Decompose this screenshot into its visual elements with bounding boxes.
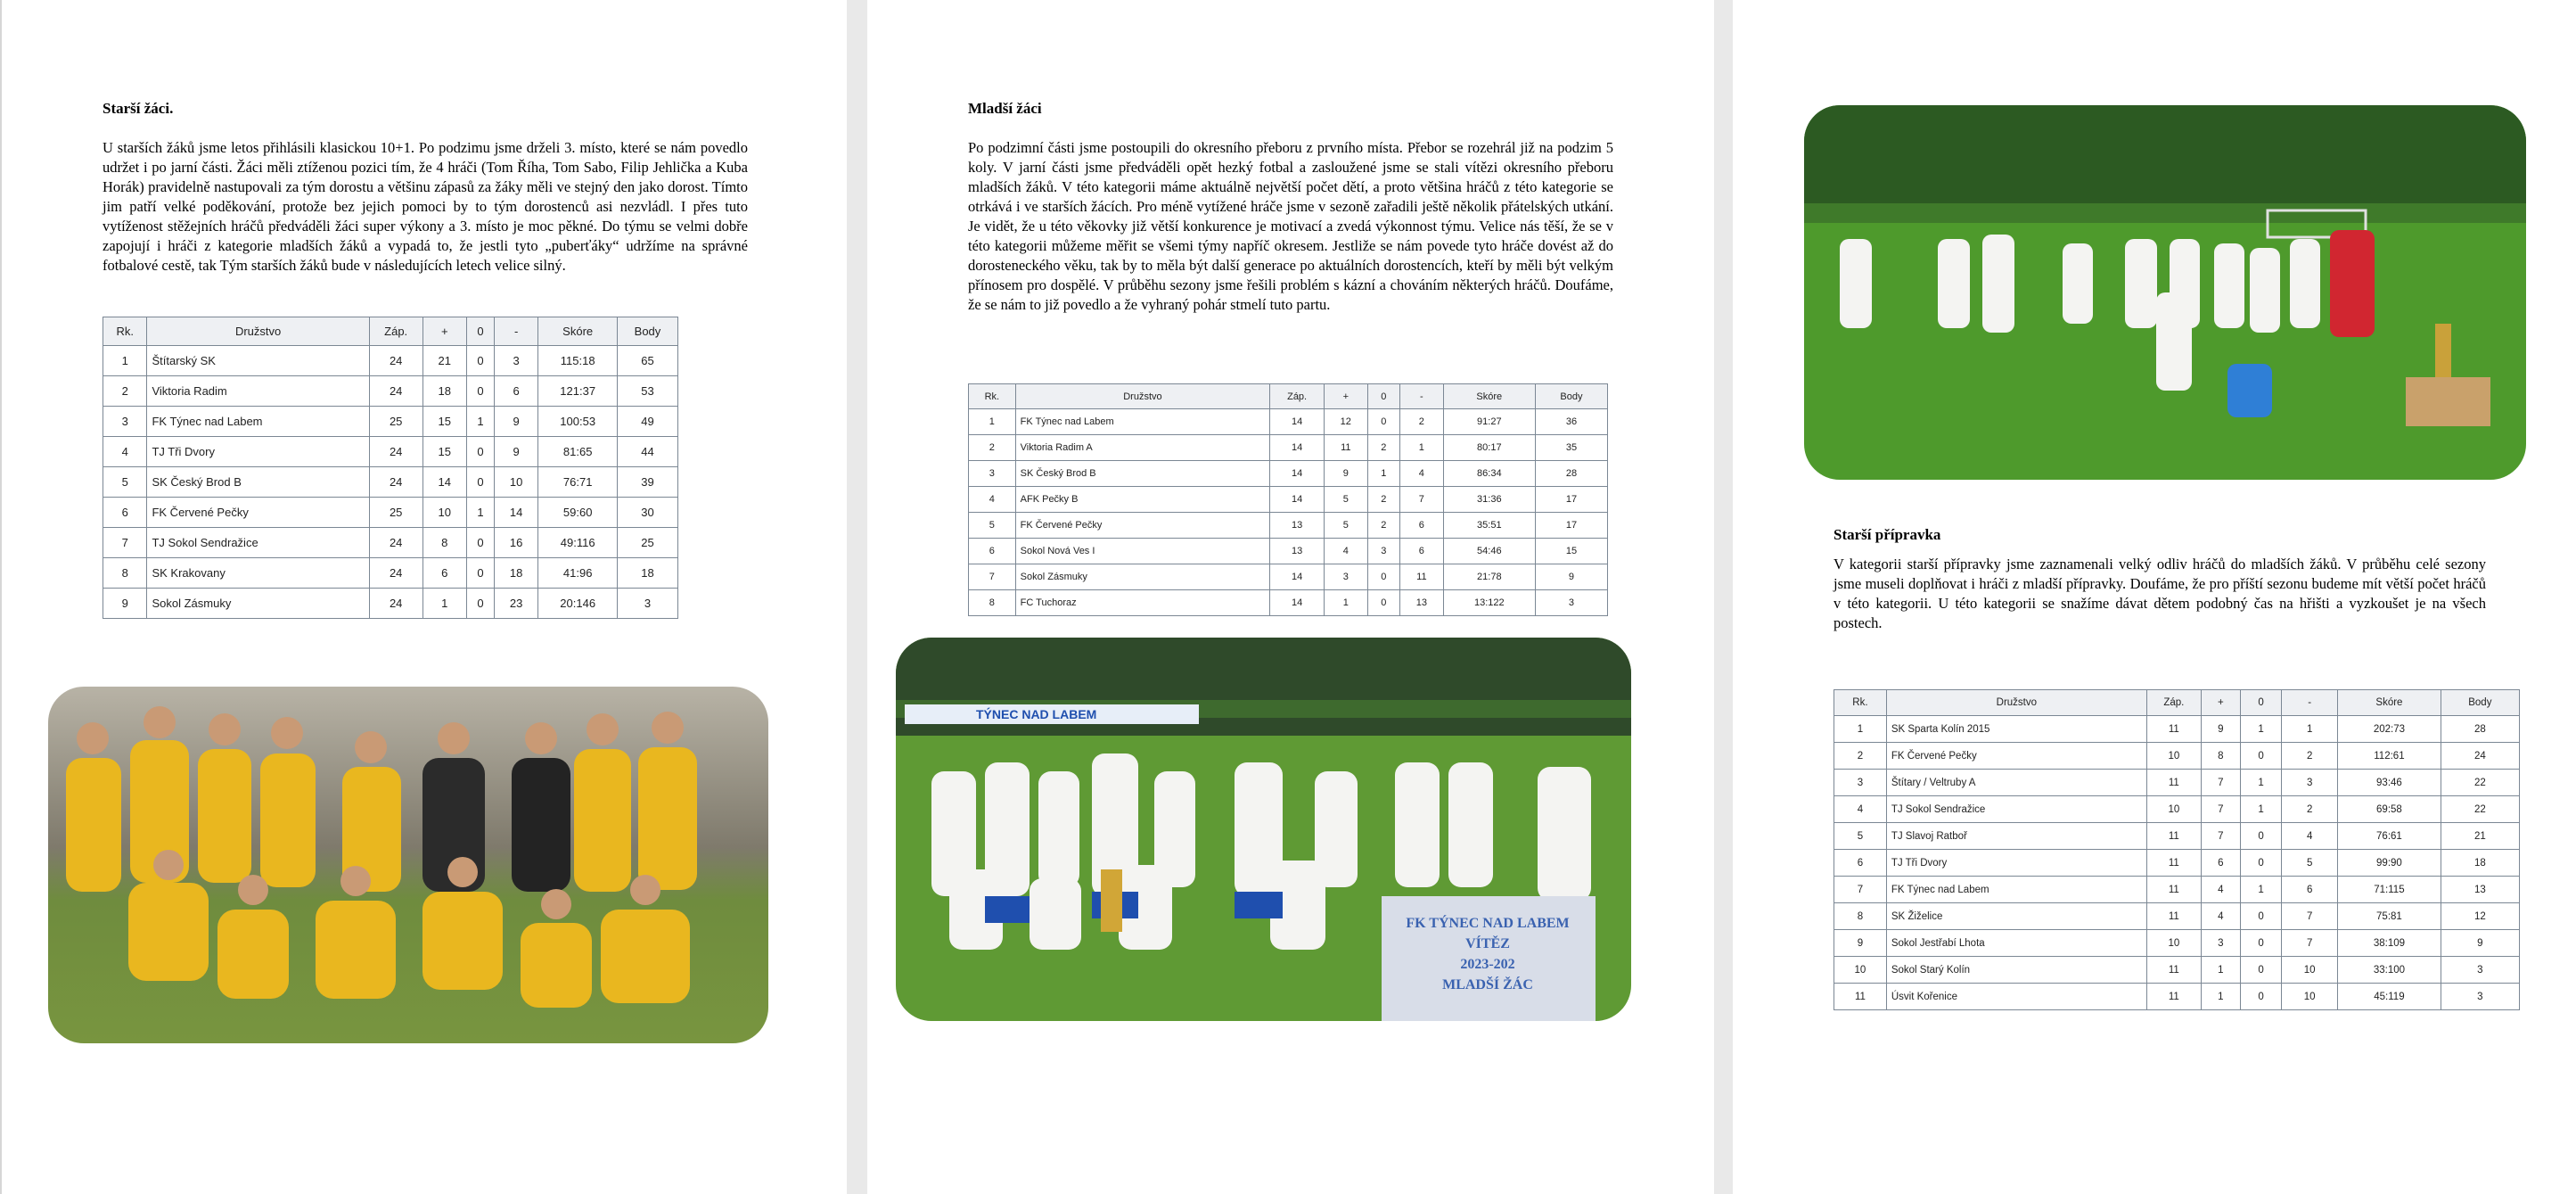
table-cell: 100:53 <box>538 407 618 437</box>
table-header-cell: + <box>2201 690 2240 716</box>
team-name-cell: FK Červené Pečky <box>1015 513 1270 539</box>
table-header-cell: 0 <box>467 317 495 346</box>
table-cell: 38:109 <box>2338 930 2441 957</box>
photo-banner: TÝNEC NAD LABEM <box>976 707 1097 721</box>
table-cell: 35:51 <box>1443 513 1535 539</box>
table-cell: 25 <box>369 407 422 437</box>
table-cell: 12 <box>2441 903 2519 930</box>
team-photo-mladsi-zaci <box>896 638 1631 1021</box>
table-cell: 7 <box>1834 877 1887 903</box>
table-cell: 14 <box>1270 461 1325 487</box>
table-cell: 21 <box>422 346 466 376</box>
team-name-cell: Viktoria Radim A <box>1015 435 1270 461</box>
table-cell: 5 <box>1834 823 1887 850</box>
table-cell: 1 <box>2240 796 2281 823</box>
table-cell: 25 <box>617 528 677 558</box>
table-cell: 9 <box>2441 930 2519 957</box>
table-cell: 121:37 <box>538 376 618 407</box>
team-name-cell: FK Červené Pečky <box>147 498 369 528</box>
team-name-cell: FC Tuchoraz <box>1015 590 1270 616</box>
table-cell: 11 <box>2146 903 2201 930</box>
table-cell: 3 <box>969 461 1016 487</box>
table-cell: 20:146 <box>538 589 618 619</box>
table-cell: 0 <box>1367 590 1399 616</box>
table-cell: 2 <box>103 376 147 407</box>
team-name-cell: SK Krakovany <box>147 558 369 589</box>
team-name-cell: SK Žiželice <box>1886 903 2146 930</box>
table-row <box>969 435 1608 461</box>
team-name-cell: Viktoria Radim <box>147 376 369 407</box>
table-cell: 7 <box>969 564 1016 590</box>
table-cell: 99:90 <box>2338 850 2441 877</box>
table-header-cell: Rk. <box>969 384 1016 409</box>
table-cell: 3 <box>1535 590 1607 616</box>
table-cell: 8 <box>103 558 147 589</box>
table-cell: 13 <box>1400 590 1444 616</box>
table-cell: 7 <box>103 528 147 558</box>
standings-table <box>968 383 1608 616</box>
table-cell: 24 <box>369 346 422 376</box>
table-cell: 1 <box>2201 984 2240 1010</box>
table-header-cell: 0 <box>1367 384 1399 409</box>
table-cell: 8 <box>2201 743 2240 770</box>
table-cell: 6 <box>2282 877 2338 903</box>
table-cell: 49 <box>617 407 677 437</box>
table-cell: 13 <box>2441 877 2519 903</box>
table-row <box>1834 957 2520 984</box>
table-cell: 14 <box>1270 590 1325 616</box>
table-cell: 3 <box>1367 539 1399 564</box>
table-cell: 53 <box>617 376 677 407</box>
table-cell: 2 <box>1367 513 1399 539</box>
table-cell: 13 <box>1270 513 1325 539</box>
table-cell: 9 <box>103 589 147 619</box>
table-row <box>969 513 1608 539</box>
table-cell: 24 <box>369 467 422 498</box>
table-cell: 4 <box>1324 539 1367 564</box>
table-cell: 3 <box>617 589 677 619</box>
table-cell: 39 <box>617 467 677 498</box>
table-cell: 1 <box>2240 770 2281 796</box>
table-header-cell: + <box>422 317 466 346</box>
team-name-cell: AFK Pečky B <box>1015 487 1270 513</box>
table-cell: 5 <box>1324 487 1367 513</box>
table-cell: 18 <box>2441 850 2519 877</box>
table-cell: 9 <box>494 437 537 467</box>
table-cell: 1 <box>103 346 147 376</box>
table-header-cell: Záp. <box>2146 690 2201 716</box>
team-name-cell: TJ Slavoj Ratboř <box>1886 823 2146 850</box>
table-cell: 10 <box>422 498 466 528</box>
table-cell: 24 <box>369 376 422 407</box>
table-header-cell: Družstvo <box>147 317 369 346</box>
table-cell: 4 <box>2201 903 2240 930</box>
document-page-2 <box>867 0 1714 1194</box>
table-cell: 15 <box>1535 539 1607 564</box>
table-row <box>1834 903 2520 930</box>
table-cell: 24 <box>369 589 422 619</box>
table-row <box>103 437 678 467</box>
table-cell: 0 <box>2240 850 2281 877</box>
table-cell: 22 <box>2441 770 2519 796</box>
table-cell: 14 <box>1270 564 1325 590</box>
table-cell: 75:81 <box>2338 903 2441 930</box>
table-cell: 10 <box>2146 796 2201 823</box>
table-cell: 24 <box>2441 743 2519 770</box>
table-row <box>1834 770 2520 796</box>
table-header-cell: Záp. <box>1270 384 1325 409</box>
table-row <box>969 409 1608 435</box>
table-cell: 8 <box>969 590 1016 616</box>
section-paragraph: Po podzimní části jsme postoupili do okresního přeboru z prvního místa. Přebor se rozehrál již na podzim 5 koly. V jarní části jsme předváděli opět hezký fotbal a zasloužené jsme se stali vítězi okresního přeboru mladších žáků. V této kategorii máme aktuálně největší počet dětí, a proto většina hráčů z této kategorie se otrkává i ve starších žácích. Pro méně vytížené hráče jsme v sezoně zařadili ještě několik přátelských utkání. Je vidět, že u této věkovky již větší konkurence je motivací a zvedá výkonnost týmu. Velice nás těší, že se v této kategorii můžeme měřit se všemi týmy napříč okresem. Jestliže se nám povede tyto hráče dovést až do dorosteneckého věku, tak by to měla být další generace po aktuálních dorostencích, kteří by měli být velkým přínosem pro dospělé. V průběhu sezony jsme řešili problém s kázní a chováním některých hráčů. Doufáme, že se nám to již povedlo a že vyhraný pohár stmelí tuto partu. <box>968 139 1613 313</box>
table-cell: 11 <box>2146 957 2201 984</box>
table-cell: 0 <box>467 558 495 589</box>
table-header-cell: Skóre <box>538 317 618 346</box>
table-header-cell: Skóre <box>2338 690 2441 716</box>
table-cell: 6 <box>2201 850 2240 877</box>
table-row <box>103 528 678 558</box>
table-cell: 44 <box>617 437 677 467</box>
table-header-cell: Skóre <box>1443 384 1535 409</box>
table-cell: 4 <box>2201 877 2240 903</box>
table-cell: 15 <box>422 437 466 467</box>
table-cell: 31:36 <box>1443 487 1535 513</box>
table-cell: 4 <box>1400 461 1444 487</box>
document-page-3 <box>1733 0 2576 1194</box>
table-cell: 112:61 <box>2338 743 2441 770</box>
table-cell: 3 <box>494 346 537 376</box>
team-photo-starsi-pripravka <box>1804 105 2526 480</box>
table-cell: 5 <box>1324 513 1367 539</box>
table-header-cell: Body <box>1535 384 1607 409</box>
table-cell: 33:100 <box>2338 957 2441 984</box>
table-cell: 9 <box>1535 564 1607 590</box>
table-cell: 18 <box>422 376 466 407</box>
document-page-1 <box>0 0 847 1194</box>
table-header-cell: Rk. <box>1834 690 1887 716</box>
table-cell: 23 <box>494 589 537 619</box>
table-cell: 202:73 <box>2338 716 2441 743</box>
table-cell: 11 <box>2146 850 2201 877</box>
table-header-cell: - <box>494 317 537 346</box>
table-cell: 3 <box>2201 930 2240 957</box>
table-cell: 2 <box>969 435 1016 461</box>
section-paragraph: U starších žáků jsme letos přihlásili klasickou 10+1. Po podzimu jsme drželi 3. místo, které se nám povedlo udržet i po jarní části. Žáci měli ztíženou pozici tím, že 4 hráči (Tom Říha, Tom Sabo, Filip Jehlička a Kuba Horák) pravidelně nastupovali za tým dorostu a většinu zápasů za žáky měli ve stejný den jako dorost. Tímto jim patří velké poděkování, protože bez jejich pomoci by to tým dorostenců asi nezvládl. I přes tuto vytíženost stěžejních hráčů předváděli žáci super výkony a 3. místo je moc pěkné. Do týmu se velmi dobře zapojují i hráči z kategorie mladších žáků a vypadá to, že jestli tyto „puberťáky“ udržíme na správné fotbalové cestě, tak Tým starších žáků bude v následujících letech velice silný. <box>103 139 748 274</box>
table-cell: 22 <box>2441 796 2519 823</box>
table-cell: 4 <box>2282 823 2338 850</box>
table-cell: 6 <box>1400 513 1444 539</box>
table-cell: 76:71 <box>538 467 618 498</box>
table-row <box>1834 984 2520 1010</box>
table-cell: 9 <box>1834 930 1887 957</box>
team-name-cell: TJ Sokol Sendražice <box>147 528 369 558</box>
table-row <box>1834 743 2520 770</box>
table-cell: 1 <box>1834 716 1887 743</box>
table-cell: 11 <box>2146 823 2201 850</box>
table-header-cell: - <box>1400 384 1444 409</box>
table-cell: 1 <box>2240 877 2281 903</box>
section-title-starsi-pripravka: Starší přípravka <box>1834 526 1941 543</box>
team-name-cell: Štítary / Veltruby A <box>1886 770 2146 796</box>
team-name-cell: Sokol Zásmuky <box>147 589 369 619</box>
table-cell: 7 <box>2282 930 2338 957</box>
table-cell: 45:119 <box>2338 984 2441 1010</box>
team-name-cell: Sokol Zásmuky <box>1015 564 1270 590</box>
table-cell: 1 <box>467 498 495 528</box>
table-cell: 3 <box>2441 984 2519 1010</box>
table-row <box>103 407 678 437</box>
table-cell: 17 <box>1535 513 1607 539</box>
table-cell: 11 <box>2146 770 2201 796</box>
table-cell: 0 <box>467 528 495 558</box>
table-cell: 11 <box>2146 877 2201 903</box>
table-cell: 0 <box>467 376 495 407</box>
shirt-text-4: MLADŠÍ ŽÁC <box>1442 977 1533 992</box>
table-cell: 36 <box>1535 409 1607 435</box>
table-cell: 10 <box>1834 957 1887 984</box>
table-cell: 3 <box>1324 564 1367 590</box>
table-row <box>1834 877 2520 903</box>
table-cell: 6 <box>969 539 1016 564</box>
table-cell: 0 <box>2240 957 2281 984</box>
table-cell: 24 <box>369 437 422 467</box>
table-cell: 35 <box>1535 435 1607 461</box>
table-cell: 4 <box>969 487 1016 513</box>
table-row <box>1834 850 2520 877</box>
table-cell: 0 <box>2240 903 2281 930</box>
table-cell: 12 <box>1324 409 1367 435</box>
table-cell: 49:116 <box>538 528 618 558</box>
table-row <box>103 498 678 528</box>
table-row <box>969 487 1608 513</box>
table-cell: 24 <box>369 528 422 558</box>
table-cell: 7 <box>2201 770 2240 796</box>
table-cell: 11 <box>2146 984 2201 1010</box>
table-cell: 1 <box>2201 957 2240 984</box>
table-header-cell: Záp. <box>369 317 422 346</box>
table-cell: 10 <box>2146 930 2201 957</box>
table-cell: 65 <box>617 346 677 376</box>
table-cell: 0 <box>1367 564 1399 590</box>
table-cell: 81:65 <box>538 437 618 467</box>
table-cell: 10 <box>2282 984 2338 1010</box>
team-name-cell: FK Týnec nad Labem <box>147 407 369 437</box>
table-cell: 54:46 <box>1443 539 1535 564</box>
table-cell: 11 <box>2146 716 2201 743</box>
table-row <box>969 564 1608 590</box>
table-cell: 2 <box>1367 487 1399 513</box>
table-cell: 25 <box>369 498 422 528</box>
table-cell: 2 <box>1400 409 1444 435</box>
table-cell: 1 <box>1400 435 1444 461</box>
table-cell: 3 <box>2441 957 2519 984</box>
team-name-cell: SK Sparta Kolín 2015 <box>1886 716 2146 743</box>
table-cell: 1 <box>1367 461 1399 487</box>
table-header-cell: Družstvo <box>1886 690 2146 716</box>
table-cell: 69:58 <box>2338 796 2441 823</box>
table-cell: 5 <box>2282 850 2338 877</box>
table-cell: 7 <box>2201 823 2240 850</box>
table-cell: 6 <box>1400 539 1444 564</box>
section-title-mladsi-zaci: Mladší žáci <box>968 100 1042 117</box>
table-header-cell: Rk. <box>103 317 147 346</box>
table-row <box>103 376 678 407</box>
table-cell: 13:122 <box>1443 590 1535 616</box>
table-cell: 14 <box>1270 409 1325 435</box>
table-cell: 14 <box>422 467 466 498</box>
table-row <box>103 467 678 498</box>
table-cell: 9 <box>2201 716 2240 743</box>
table-cell: 10 <box>2146 743 2201 770</box>
table-cell: 59:60 <box>538 498 618 528</box>
team-name-cell: FK Týnec nad Labem <box>1886 877 2146 903</box>
table-cell: 86:34 <box>1443 461 1535 487</box>
table-header-cell: Body <box>2441 690 2519 716</box>
table-cell: 16 <box>494 528 537 558</box>
team-name-cell: TJ Tři Dvory <box>1886 850 2146 877</box>
table-cell: 10 <box>2282 957 2338 984</box>
table-cell: 28 <box>1535 461 1607 487</box>
table-cell: 4 <box>1834 796 1887 823</box>
section-title-starsi-zaci: Starší žáci. <box>103 100 174 117</box>
team-name-cell: SK Český Brod B <box>147 467 369 498</box>
table-cell: 21:78 <box>1443 564 1535 590</box>
table-row <box>103 346 678 376</box>
table-cell: 1 <box>2282 716 2338 743</box>
table-cell: 6 <box>422 558 466 589</box>
table-header-cell: - <box>2282 690 2338 716</box>
table-cell: 2 <box>2282 796 2338 823</box>
team-photo-starsi-zaci <box>48 687 768 1043</box>
table-cell: 18 <box>494 558 537 589</box>
table-row <box>969 590 1608 616</box>
table-cell: 14 <box>1270 435 1325 461</box>
table-cell: 80:17 <box>1443 435 1535 461</box>
table-cell: 11 <box>1834 984 1887 1010</box>
table-header-cell: Body <box>617 317 677 346</box>
table-cell: 1 <box>969 409 1016 435</box>
table-cell: 1 <box>1324 590 1367 616</box>
table-header-cell: 0 <box>2240 690 2281 716</box>
table-cell: 6 <box>494 376 537 407</box>
table-cell: 28 <box>2441 716 2519 743</box>
table-cell: 0 <box>2240 743 2281 770</box>
table-cell: 1 <box>467 407 495 437</box>
table-cell: 2 <box>1834 743 1887 770</box>
team-name-cell: TJ Sokol Sendražice <box>1886 796 2146 823</box>
table-cell: 11 <box>1324 435 1367 461</box>
shirt-text-1: FK TÝNEC NAD LABEM <box>1406 916 1570 931</box>
team-name-cell: TJ Tři Dvory <box>147 437 369 467</box>
section-paragraph: V kategorii starší přípravky jsme zaznamenali velký odliv hráčů do mladších žáků. V průběhu celé sezony jsme museli doplňovat i hráči z mladší přípravky. Doufáme, že pro příští sezonu budeme mít větší počet hráčů v této kategorii. U této kategorii se snažíme dávat dětem podobný čas na hřišti a vyzkoušet je na všech postech. <box>1834 556 2486 631</box>
shirt-text-2: VÍTĚZ <box>1465 936 1510 951</box>
table-cell: 8 <box>1834 903 1887 930</box>
table-row <box>969 539 1608 564</box>
table-cell: 21 <box>2441 823 2519 850</box>
table-cell: 14 <box>1270 487 1325 513</box>
table-cell: 3 <box>2282 770 2338 796</box>
standings-table <box>103 317 678 619</box>
table-cell: 0 <box>467 467 495 498</box>
table-cell: 10 <box>494 467 537 498</box>
table-cell: 91:27 <box>1443 409 1535 435</box>
table-row <box>1834 796 2520 823</box>
table-cell: 41:96 <box>538 558 618 589</box>
table-cell: 4 <box>103 437 147 467</box>
table-cell: 0 <box>467 437 495 467</box>
table-cell: 11 <box>1400 564 1444 590</box>
table-cell: 3 <box>103 407 147 437</box>
table-row <box>103 589 678 619</box>
table-cell: 5 <box>103 467 147 498</box>
team-name-cell: Sokol Starý Kolín <box>1886 957 2146 984</box>
team-name-cell: Štítarský SK <box>147 346 369 376</box>
table-cell: 2 <box>2282 743 2338 770</box>
standings-table <box>1834 689 2520 1010</box>
table-cell: 76:61 <box>2338 823 2441 850</box>
table-cell: 1 <box>2240 716 2281 743</box>
table-cell: 7 <box>2201 796 2240 823</box>
table-cell: 18 <box>617 558 677 589</box>
table-cell: 14 <box>494 498 537 528</box>
table-cell: 17 <box>1535 487 1607 513</box>
table-cell: 24 <box>369 558 422 589</box>
table-cell: 5 <box>969 513 1016 539</box>
team-name-cell: Sokol Jestřabí Lhota <box>1886 930 2146 957</box>
table-cell: 0 <box>467 589 495 619</box>
table-cell: 6 <box>103 498 147 528</box>
table-cell: 9 <box>1324 461 1367 487</box>
team-name-cell: FK Červené Pečky <box>1886 743 2146 770</box>
table-header-cell: Družstvo <box>1015 384 1270 409</box>
table-cell: 30 <box>617 498 677 528</box>
team-name-cell: SK Český Brod B <box>1015 461 1270 487</box>
table-cell: 0 <box>2240 823 2281 850</box>
table-cell: 9 <box>494 407 537 437</box>
table-cell: 0 <box>2240 930 2281 957</box>
table-row <box>103 558 678 589</box>
table-row <box>969 461 1608 487</box>
team-name-cell: Sokol Nová Ves I <box>1015 539 1270 564</box>
table-cell: 93:46 <box>2338 770 2441 796</box>
team-name-cell: FK Týnec nad Labem <box>1015 409 1270 435</box>
table-row <box>1834 930 2520 957</box>
team-name-cell: Úsvit Kořenice <box>1886 984 2146 1010</box>
table-cell: 0 <box>467 346 495 376</box>
table-cell: 2 <box>1367 435 1399 461</box>
table-cell: 15 <box>422 407 466 437</box>
table-cell: 8 <box>422 528 466 558</box>
table-cell: 7 <box>1400 487 1444 513</box>
table-cell: 0 <box>1367 409 1399 435</box>
table-cell: 3 <box>1834 770 1887 796</box>
table-cell: 71:115 <box>2338 877 2441 903</box>
table-cell: 7 <box>2282 903 2338 930</box>
table-cell: 13 <box>1270 539 1325 564</box>
table-cell: 115:18 <box>538 346 618 376</box>
shirt-text-3: 2023-202 <box>1460 957 1515 972</box>
table-cell: 0 <box>2240 984 2281 1010</box>
table-header-cell: + <box>1324 384 1367 409</box>
table-row <box>1834 823 2520 850</box>
table-cell: 6 <box>1834 850 1887 877</box>
table-cell: 1 <box>422 589 466 619</box>
table-row <box>1834 716 2520 743</box>
